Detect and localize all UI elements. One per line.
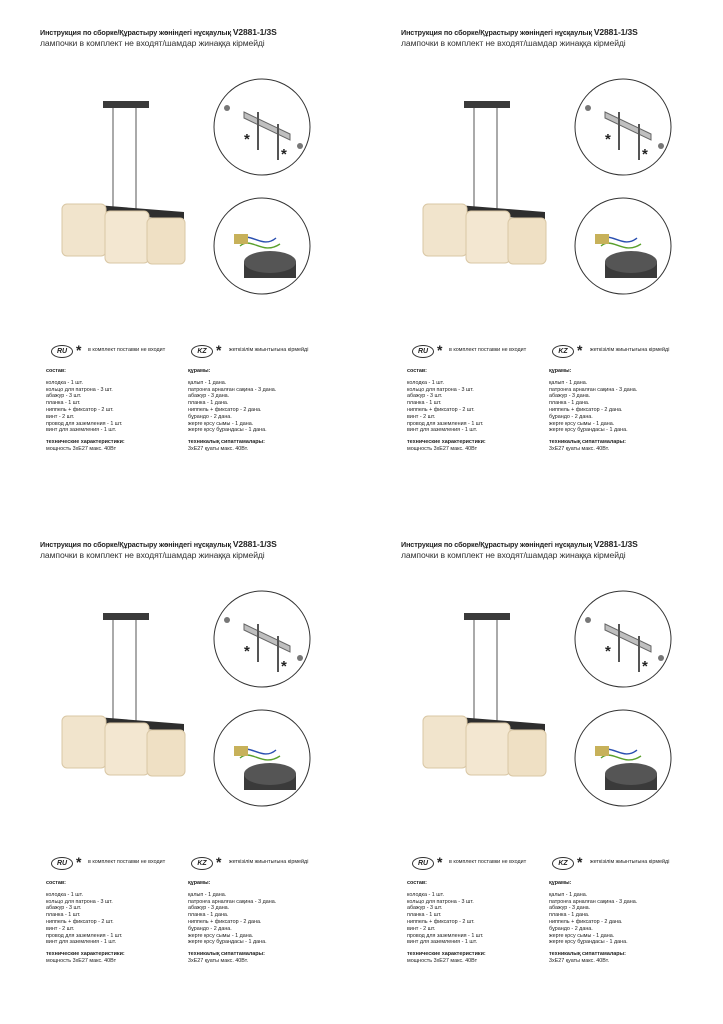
- product-illustration: [0, 512, 361, 852]
- list-item: жерге қосу сымы - 1 дана.: [188, 420, 254, 427]
- kz-flag-badge: KZ: [552, 857, 574, 870]
- list-item: винт для заземления - 1 шт.: [46, 427, 117, 434]
- model-number: V2881-1/3S: [593, 539, 638, 549]
- list-item: винт - 2 шт.: [46, 925, 75, 932]
- ru-heading: состав:: [46, 368, 66, 374]
- ru-tech-heading: технические характеристики:: [46, 439, 125, 446]
- list-item: планка - 1 дана.: [188, 912, 229, 919]
- sheet-subtitle: лампочки в комплект не входят/шамдар жинаққа кірмейді: [401, 550, 626, 560]
- kz-heading: құрамы:: [549, 368, 572, 374]
- list-item: патронға арналған сақина - 3 дана.: [549, 898, 638, 905]
- list-item: планка - 1 шт.: [407, 400, 442, 407]
- list-item: қалып - 1 дана.: [549, 379, 588, 386]
- kz-note: жеткізілім жиынтығына кірмейді: [229, 859, 309, 865]
- ru-flag-badge: RU: [412, 857, 434, 870]
- list-item: жерге қосу бұрандасы - 1 дана.: [188, 939, 267, 946]
- ru-tech-heading: технические характеристики:: [46, 951, 125, 958]
- marker-asterisk: *: [244, 131, 250, 148]
- ru-flag-badge: RU: [51, 345, 73, 358]
- list-item: винт для заземления - 1 шт.: [46, 939, 117, 946]
- kz-flag-badge: KZ: [191, 857, 213, 870]
- list-item: провод для заземления - 1 шт.: [46, 420, 123, 427]
- list-item: абажур - 3 дана.: [188, 905, 230, 912]
- kz-tech-value: 3хЕ27 қуаты макс. 40Вт.: [188, 957, 249, 964]
- list-item: абажур - 3 дана.: [549, 393, 591, 400]
- kz-heading: құрамы:: [188, 368, 211, 374]
- list-item: кольцо для патрона - 3 шт.: [407, 386, 474, 393]
- product-illustration: [361, 0, 722, 340]
- marker-asterisk: *: [605, 643, 611, 660]
- list-item: ниппель + фиксатор - 2 шт.: [46, 918, 114, 925]
- ru-tech-heading: технические характеристики:: [407, 439, 486, 446]
- kz-heading: құрамы:: [549, 880, 572, 886]
- instruction-panel-4: [361, 512, 722, 1024]
- kz-note: жеткізілім жиынтығына кірмейді: [229, 347, 309, 353]
- sheet-subtitle: лампочки в комплект не входят/шамдар жинаққа кірмейді: [40, 550, 265, 560]
- asterisk-icon: *: [216, 342, 222, 358]
- list-item: абажур - 3 шт.: [46, 905, 82, 912]
- ru-note: в комплект поставки не входит: [88, 347, 166, 353]
- list-item: ниппель + фиксатор - 2 шт.: [46, 406, 114, 413]
- ceiling-cup-detail: [214, 710, 310, 806]
- marker-asterisk: *: [642, 146, 648, 163]
- list-item: кольцо для патрона - 3 шт.: [46, 898, 113, 905]
- ru-flag-badge: RU: [51, 857, 73, 870]
- list-item: винт для заземления - 1 шт.: [407, 939, 478, 946]
- asterisk-icon: *: [577, 342, 583, 358]
- sheet-title: Инструкция по сборке/Құрастыру жөніндегі нұсқаулық V2881-1/3S: [40, 27, 277, 37]
- ru-tech-value: мощность 3хЕ27 макс. 40Вт: [407, 445, 478, 452]
- mounting-bracket-detail: [575, 79, 671, 175]
- asterisk-icon: *: [76, 854, 82, 870]
- list-item: провод для заземления - 1 шт.: [407, 420, 484, 427]
- list-item: бұрандо - 2 дана.: [549, 413, 593, 420]
- sheet-title: Инструкция по сборке/Құрастыру жөніндегі нұсқаулық V2881-1/3S: [401, 27, 638, 37]
- kz-tech-heading: техникалық сипаттамалары:: [188, 951, 265, 958]
- list-item: патронға арналған сақина - 3 дана.: [549, 386, 638, 393]
- chandelier-drawing: [423, 613, 546, 776]
- list-item: провод для заземления - 1 шт.: [46, 932, 123, 939]
- mounting-bracket-detail: [214, 79, 310, 175]
- kz-flag-badge: KZ: [552, 345, 574, 358]
- model-number: V2881-1/3S: [232, 539, 277, 549]
- chandelier-drawing: [62, 613, 185, 776]
- list-item: планка - 1 дана.: [549, 400, 590, 407]
- list-item: планка - 1 дана.: [188, 400, 229, 407]
- list-item: планка - 1 шт.: [46, 400, 81, 407]
- list-item: қалып - 1 дана.: [188, 379, 227, 386]
- kz-tech-value: 3хЕ27 қуаты макс. 40Вт.: [549, 445, 610, 452]
- ru-tech-value: мощность 3хЕ27 макс. 40Вт: [46, 445, 117, 452]
- list-item: кольцо для патрона - 3 шт.: [46, 386, 113, 393]
- list-item: ниппель + фиксатор - 2 шт.: [407, 918, 475, 925]
- kz-note: жеткізілім жиынтығына кірмейді: [590, 347, 670, 353]
- asterisk-icon: *: [76, 342, 82, 358]
- ru-heading: состав:: [407, 880, 427, 886]
- list-item: жерге қосу бұрандасы - 1 дана.: [549, 427, 628, 434]
- list-item: кольцо для патрона - 3 шт.: [407, 898, 474, 905]
- list-item: колодка - 1 шт.: [46, 891, 83, 898]
- mounting-bracket-detail: [575, 591, 671, 687]
- ru-note: в комплект поставки не входит: [449, 347, 527, 353]
- product-illustration: [0, 0, 361, 340]
- list-item: ниппель + фиксатор - 2 дана.: [188, 918, 262, 925]
- list-item: патронға арналған сақина - 3 дана.: [188, 386, 277, 393]
- list-item: ниппель + фиксатор - 2 шт.: [407, 406, 475, 413]
- kz-tech-heading: техникалық сипаттамалары:: [549, 951, 626, 958]
- ru-parts-list: [407, 880, 486, 965]
- chandelier-drawing: [62, 101, 185, 264]
- list-item: провод для заземления - 1 шт.: [407, 932, 484, 939]
- asterisk-icon: *: [437, 342, 443, 358]
- list-item: абажур - 3 шт.: [407, 905, 443, 912]
- marker-asterisk: *: [605, 131, 611, 148]
- list-item: абажур - 3 дана.: [188, 393, 230, 400]
- list-item: абажур - 3 дана.: [549, 905, 591, 912]
- ru-parts-list: [46, 368, 125, 453]
- list-item: жерге қосу сымы - 1 дана.: [188, 932, 254, 939]
- ru-tech-value: мощность 3хЕ27 макс. 40Вт: [407, 957, 478, 964]
- ru-heading: состав:: [46, 880, 66, 886]
- ceiling-cup-detail: [575, 710, 671, 806]
- kz-tech-heading: техникалық сипаттамалары:: [549, 439, 626, 446]
- asterisk-icon: *: [437, 854, 443, 870]
- sheet-subtitle: лампочки в комплект не входят/шамдар жинаққа кірмейді: [401, 38, 626, 48]
- model-number: V2881-1/3S: [593, 27, 638, 37]
- list-item: бұрандо - 2 дана.: [188, 413, 232, 420]
- sheet-title: Инструкция по сборке/Құрастыру жөніндегі нұсқаулық V2881-1/3S: [401, 539, 638, 549]
- product-illustration: [361, 512, 722, 852]
- list-item: ниппель + фиксатор - 2 дана.: [549, 406, 623, 413]
- ceiling-cup-detail: [575, 198, 671, 294]
- list-item: патронға арналған сақина - 3 дана.: [188, 898, 277, 905]
- marker-asterisk: *: [642, 658, 648, 675]
- list-item: колодка - 1 шт.: [46, 379, 83, 386]
- list-item: ниппель + фиксатор - 2 дана.: [188, 406, 262, 413]
- kz-flag-badge: KZ: [191, 345, 213, 358]
- sheet-subtitle: лампочки в комплект не входят/шамдар жинаққа кірмейді: [40, 38, 265, 48]
- ru-tech-value: мощность 3хЕ27 макс. 40Вт: [46, 957, 117, 964]
- list-item: планка - 1 дана.: [549, 912, 590, 919]
- list-item: қалып - 1 дана.: [188, 891, 227, 898]
- marker-asterisk: *: [281, 658, 287, 675]
- list-item: жерге қосу бұрандасы - 1 дана.: [188, 427, 267, 434]
- list-item: жерге қосу сымы - 1 дана.: [549, 932, 615, 939]
- ru-note: в комплект поставки не входит: [88, 859, 166, 865]
- instruction-panel-1: [0, 0, 361, 512]
- list-item: бұрандо - 2 дана.: [549, 925, 593, 932]
- instruction-panel-3: [0, 512, 361, 1024]
- kz-parts-list: [188, 368, 276, 453]
- instruction-panel-2: [361, 0, 722, 512]
- list-item: винт - 2 шт.: [46, 413, 75, 420]
- sheet-title: Инструкция по сборке/Құрастыру жөніндегі нұсқаулық V2881-1/3S: [40, 539, 277, 549]
- list-item: планка - 1 шт.: [407, 912, 442, 919]
- asterisk-icon: *: [577, 854, 583, 870]
- list-item: ниппель + фиксатор - 2 дана.: [549, 918, 623, 925]
- list-item: абажур - 3 шт.: [46, 393, 82, 400]
- kz-note: жеткізілім жиынтығына кірмейді: [590, 859, 670, 865]
- list-item: колодка - 1 шт.: [407, 379, 444, 386]
- marker-asterisk: *: [281, 146, 287, 163]
- list-item: қалып - 1 дана.: [549, 891, 588, 898]
- ru-parts-list: [46, 880, 125, 965]
- kz-parts-list: [188, 880, 276, 965]
- list-item: винт для заземления - 1 шт.: [407, 427, 478, 434]
- chandelier-drawing: [423, 101, 546, 264]
- model-number: V2881-1/3S: [232, 27, 277, 37]
- list-item: жерге қосу сымы - 1 дана.: [549, 420, 615, 427]
- ru-note: в комплект поставки не входит: [449, 859, 527, 865]
- list-item: колодка - 1 шт.: [407, 891, 444, 898]
- list-item: планка - 1 шт.: [46, 912, 81, 919]
- list-item: винт - 2 шт.: [407, 925, 436, 932]
- ru-tech-heading: технические характеристики:: [407, 951, 486, 958]
- list-item: винт - 2 шт.: [407, 413, 436, 420]
- kz-tech-value: 3хЕ27 қуаты макс. 40Вт.: [549, 957, 610, 964]
- ru-flag-badge: RU: [412, 345, 434, 358]
- ceiling-cup-detail: [214, 198, 310, 294]
- list-item: бұрандо - 2 дана.: [188, 925, 232, 932]
- ru-parts-list: [407, 368, 486, 453]
- kz-heading: құрамы:: [188, 880, 211, 886]
- marker-asterisk: *: [244, 643, 250, 660]
- list-item: абажур - 3 шт.: [407, 393, 443, 400]
- kz-parts-list: [549, 368, 637, 453]
- ru-heading: состав:: [407, 368, 427, 374]
- asterisk-icon: *: [216, 854, 222, 870]
- kz-parts-list: [549, 880, 637, 965]
- kz-tech-value: 3хЕ27 қуаты макс. 40Вт.: [188, 445, 249, 452]
- mounting-bracket-detail: [214, 591, 310, 687]
- kz-tech-heading: техникалық сипаттамалары:: [188, 439, 265, 446]
- list-item: жерге қосу бұрандасы - 1 дана.: [549, 939, 628, 946]
